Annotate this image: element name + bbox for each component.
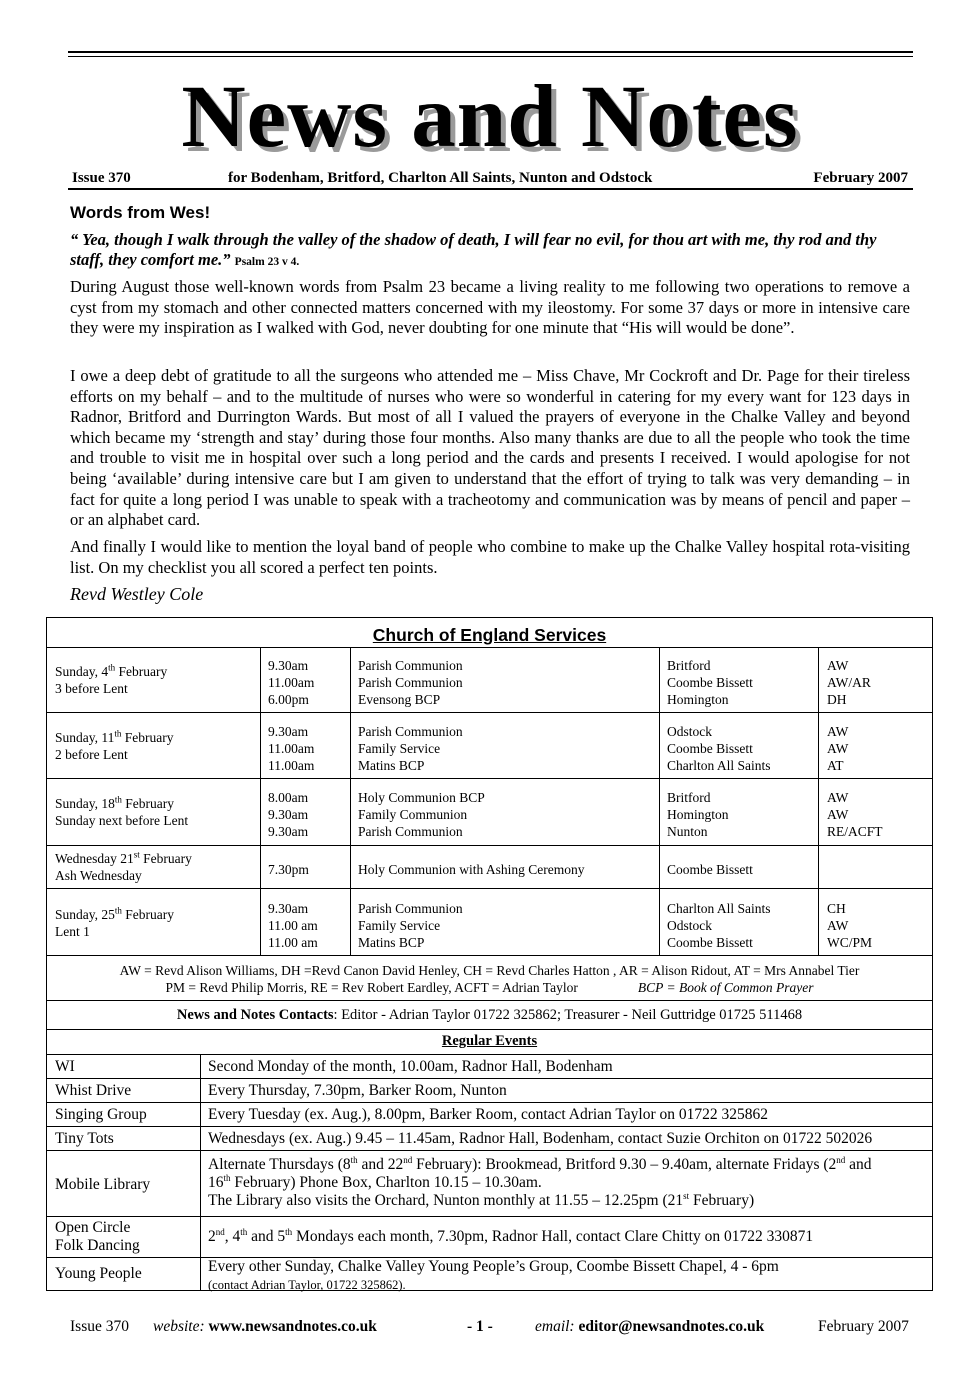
services-box <box>46 617 933 1291</box>
event-name: Young People <box>55 1265 142 1282</box>
issue-number: Issue 370 <box>72 170 131 186</box>
grid-line <box>47 1102 932 1103</box>
service-date: Sunday, 11th February 2 before Lent <box>55 728 174 762</box>
service-names: Holy Communion with Ashing Ceremony <box>358 862 585 877</box>
signature: Revd Westley Cole <box>70 584 204 604</box>
footer-website: website: www.newsandnotes.co.uk <box>153 1318 377 1335</box>
email-link[interactable]: editor@newsandnotes.co.uk <box>578 1318 765 1335</box>
masthead-line <box>70 170 910 190</box>
grid-line <box>47 712 932 713</box>
event-detail: Every Thursday, 7.30pm, Barker Room, Nunton <box>208 1082 507 1099</box>
event-name: Open Circle Folk Dancing <box>55 1219 140 1254</box>
masthead-title: News and Notes <box>181 68 799 166</box>
grid-line <box>47 888 932 889</box>
service-ministers: CH AW WC/PM <box>827 901 873 950</box>
top-rule-thin <box>68 56 913 57</box>
quote-reference: Psalm 23 v 4. <box>234 256 300 268</box>
website-link[interactable]: www.newsandnotes.co.uk <box>208 1318 377 1335</box>
service-places: Odstock Coombe Bissett Charlton All Saints <box>667 724 771 773</box>
issue-date: February 2007 <box>813 170 908 186</box>
quote-text: “ Yea, though I walk through the valley of the shadow of death, I will fear no evil, for thou art with me, thy rod and thy staff, they comfort me.” <box>70 230 877 269</box>
grid-line <box>47 778 932 779</box>
service-ministers: AW AW/AR DH <box>827 658 871 707</box>
article-paragraph: During August those well-known words from Psalm 23 became a living reality to me following two operations to remove a cyst from my stomach and other connected matters concerned with my ileostomy. For some 37 days or more in intensive care they were my inspiration as I walked with God, never doubting for one minute that “His will would be done”. <box>70 277 910 338</box>
service-places: Charlton All Saints Odstock Coombe Bissett <box>667 901 771 950</box>
grid-line <box>47 1150 932 1151</box>
event-name: Singing Group <box>55 1106 147 1123</box>
grid-line <box>350 647 351 955</box>
service-names: Parish Communion Parish Communion Evensong BCP <box>358 658 463 707</box>
service-places: Britford Homington Nunton <box>667 790 729 839</box>
grid-line <box>260 647 261 955</box>
grid-line <box>47 1000 932 1001</box>
service-names: Parish Communion Family Service Matins BCP <box>358 901 463 950</box>
service-date: Sunday, 18th February Sunday next before Lent <box>55 794 189 828</box>
grid-line <box>200 1054 201 1290</box>
parishes: for Bodenham, Britford, Charlton All Saints, Nunton and Odstock <box>228 170 653 186</box>
service-ministers: AW AW RE/ACFT <box>827 790 883 839</box>
event-detail: Alternate Thursdays (8th and 22nd February): Brookmead, Britford 9.30 – 9.40am, alternate Fridays (2nd and 16th February) Phone Box, Charlton 10.15 – 10.30am. The Library also visits the Orchard, Nunton monthly at 11.55 – 12.25pm (21st February) <box>208 1154 872 1209</box>
article-paragraph: And finally I would like to mention the loyal band of people who combine to make up the Chalke Valley hospital rota-visiting list. On my checklist you all scored a perfect ten points. <box>70 537 910 577</box>
event-name: Mobile Library <box>55 1176 151 1193</box>
services-title: Church of England Services <box>372 625 607 645</box>
service-names: Holy Communion BCP Family Communion Parish Communion <box>358 790 485 839</box>
contacts-line: News and Notes Contacts: Editor - Adrian Taylor 01722 325862; Treasurer - Neil Guttridge 01725 511468 <box>176 1007 803 1023</box>
article-paragraph: I owe a deep debt of gratitude to all the surgeons who attended me – Miss Chave, Mr Cockroft and Dr. Page for their tireless efforts on my behalf – and to the multitude of nurses who were so wonderful in catering for my every want for 123 days in Radnor, Britford and Durrington Wards. But most of all I valued the prayers of everyone in the Chalke Valley and beyond which became my ‘strength and stay’ during those four months. Also many thanks are due to all the people who took the time and trouble to visit me in hospital over such a long period and the cards and presents I received. I would apologise for not being ‘available’ during intensive care but I am given to understand that the effort of trying to talk was very demanding – in fact for quite a long period I was unable to speak with a tracheotomy and communication was by means of pencil and paper – or an alphabet card. <box>70 366 910 530</box>
article-heading: Words from Wes! <box>70 203 211 222</box>
service-date: Sunday, 25th February Lent 1 <box>55 905 174 939</box>
grid-line <box>47 1126 932 1127</box>
service-places: Coombe Bissett <box>667 862 753 877</box>
legend-line: PM = Revd Philip Morris, RE = Rev Robert Eardley, ACFT = Adrian Taylor BCP = Book of Common Prayer <box>165 980 814 995</box>
grid-line <box>47 955 932 956</box>
footer-issue: Issue 370 <box>70 1318 129 1335</box>
top-rule <box>68 51 913 53</box>
event-name: Tiny Tots <box>55 1130 114 1147</box>
service-times: 8.00am 9.30am 9.30am <box>268 790 309 839</box>
psalm-quote <box>70 230 910 272</box>
grid-line <box>659 647 660 955</box>
grid-line <box>47 845 932 846</box>
footer-date: February 2007 <box>818 1318 909 1335</box>
event-name: WI <box>55 1058 75 1075</box>
event-detail: Every other Sunday, Chalke Valley Young People’s Group, Coombe Bissett Chapel, 4 - 6pm (contact Adrian Taylor, 01722 325862). <box>208 1258 779 1292</box>
event-detail: Every Tuesday (ex. Aug.), 8.00pm, Barker Room, contact Adrian Taylor on 01722 325862 <box>208 1106 768 1123</box>
footer-email: email: editor@newsandnotes.co.uk <box>535 1318 765 1335</box>
service-ministers: AW AW AT <box>827 724 849 773</box>
masthead-rule <box>68 188 913 190</box>
grid-line <box>47 647 932 648</box>
event-detail: Second Monday of the month, 10.00am, Radnor Hall, Bodenham <box>208 1058 613 1075</box>
service-times: 9.30am 11.00am 11.00am <box>268 724 315 773</box>
service-names: Parish Communion Family Service Matins BCP <box>358 724 463 773</box>
grid-line <box>47 1029 932 1030</box>
grid-line <box>47 1054 932 1055</box>
legend-line: AW = Revd Alison Williams, DH =Revd Canon David Henley, CH = Revd Charles Hatton , AR = Alison Ridout, AT = Mrs Annabel Tier <box>119 963 860 978</box>
grid-line <box>818 647 819 955</box>
service-date: Sunday, 4th February 3 before Lent <box>55 662 168 696</box>
bcp-note: BCP = Book of Common Prayer <box>637 980 814 995</box>
grid-line <box>47 1216 932 1217</box>
service-times: 9.30am 11.00 am 11.00 am <box>268 901 318 950</box>
event-detail: 2nd, 4th and 5th Mondays each month, 7.30pm, Radnor Hall, contact Clare Chitty on 01722 330871 <box>208 1226 814 1245</box>
grid-line <box>47 1078 932 1079</box>
event-detail: Wednesdays (ex. Aug.) 9.45 – 11.45am, Radnor Hall, Bodenham, contact Suzie Orchiton on 01722 502026 <box>208 1130 873 1147</box>
service-times: 9.30am 11.00am 6.00pm <box>268 658 315 707</box>
service-places: Britford Coombe Bissett Homington <box>667 658 753 707</box>
event-name: Whist Drive <box>55 1082 132 1099</box>
service-times: 7.30pm <box>268 862 309 877</box>
service-date: Wednesday 21st February Ash Wednesday <box>55 849 192 883</box>
regular-events-title: Regular Events <box>441 1033 538 1049</box>
footer-page-number: - 1 - <box>467 1318 493 1335</box>
